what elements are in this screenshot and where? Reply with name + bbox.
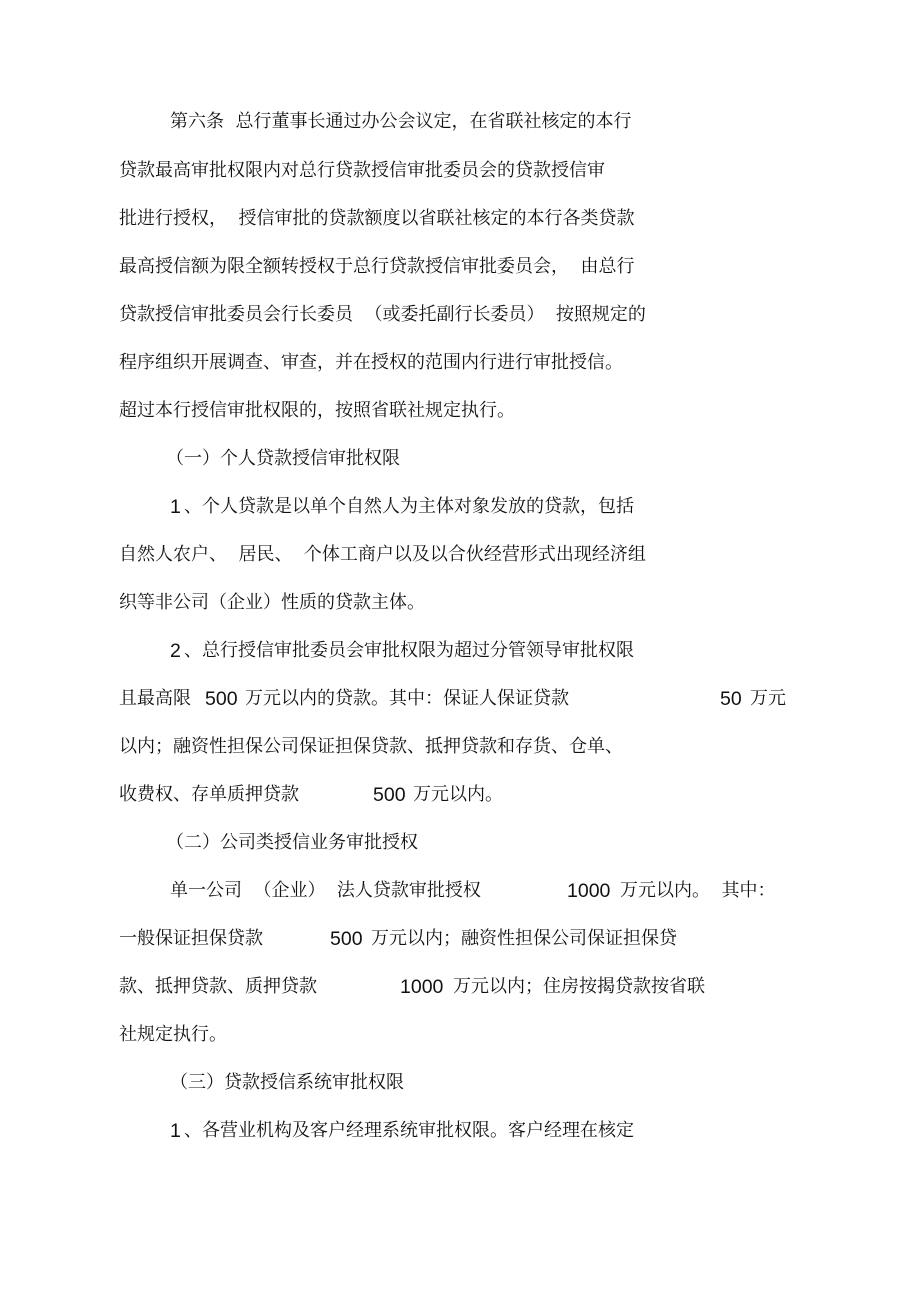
text-line: 织等非公司（企业）性质的贷款主体。 xyxy=(119,592,425,613)
text-line: 万元以内的贷款。其中：保证人保证贷款 xyxy=(245,688,569,709)
text-line: 、总行授信审批委员会审批权限为超过分管领导审批权限 xyxy=(184,640,634,661)
text-line: 自然人农户、 居民、 个体工商户以及以合伙经营形式出现经济组 xyxy=(119,544,646,565)
text-line: 以内；融资性担保公司保证担保贷款、抵押贷款和存货、仓单、 xyxy=(119,736,623,757)
text-line: 万元 xyxy=(750,688,786,709)
text-line: 万元以内。 其中： xyxy=(620,880,776,901)
amount-number: 1000 xyxy=(567,880,611,902)
section-heading: （二）公司类授信业务审批授权 xyxy=(166,832,418,853)
text-line: 款、抵押贷款、质押贷款 xyxy=(119,976,317,997)
amount-number: 1000 xyxy=(400,976,444,998)
text-line: 、各营业机构及客户经理系统审批权限。客户经理在核定 xyxy=(184,1120,634,1141)
text-line: 社规定执行。 xyxy=(119,1024,227,1045)
section-heading: （三）贷款授信系统审批权限 xyxy=(170,1072,404,1093)
text-line: 、个人贷款是以单个自然人为主体对象发放的贷款，包括 xyxy=(184,496,634,517)
amount-number: 500 xyxy=(205,688,238,710)
text-line: 批进行授权， 授信审批的贷款额度以省联社核定的本行各类贷款 xyxy=(119,208,635,229)
text-line: 最高授信额为限全额转授权于总行贷款授信审批委员会， 由总行 xyxy=(119,256,635,277)
text-line: 第六条 总行董事长通过办公会议定，在省联社核定的本行 xyxy=(170,111,632,132)
text-line: 万元以内。 xyxy=(413,784,503,805)
amount-number: 500 xyxy=(373,784,406,806)
amount-number: 500 xyxy=(330,928,363,950)
text-line: 万元以内；住房按揭贷款按省联 xyxy=(453,976,705,997)
text-line: 万元以内；融资性担保公司保证担保贷 xyxy=(371,928,677,949)
text-line: 且最高限 xyxy=(119,688,191,709)
text-line: 收费权、存单质押贷款 xyxy=(119,784,299,805)
text-line: 贷款最高审批权限内对总行贷款授信审批委员会的贷款授信审 xyxy=(119,160,605,181)
text-line: 贷款授信审批委员会行长委员 （或委托副行长委员） 按照规定的 xyxy=(119,304,646,325)
text-line: 程序组织开展调查、审查，并在授权的范围内行进行审批授信。 xyxy=(119,352,623,373)
list-number: 2 xyxy=(170,640,181,662)
list-number: 1 xyxy=(170,496,181,518)
text-line: 单一公司 （企业） 法人贷款审批授权 xyxy=(170,880,481,901)
list-number: 1 xyxy=(170,1120,181,1142)
section-heading: （一）个人贷款授信审批权限 xyxy=(166,448,400,469)
text-line: 超过本行授信审批权限的，按照省联社规定执行。 xyxy=(119,400,515,421)
amount-number: 50 xyxy=(720,688,742,710)
text-line: 一般保证担保贷款 xyxy=(119,928,263,949)
